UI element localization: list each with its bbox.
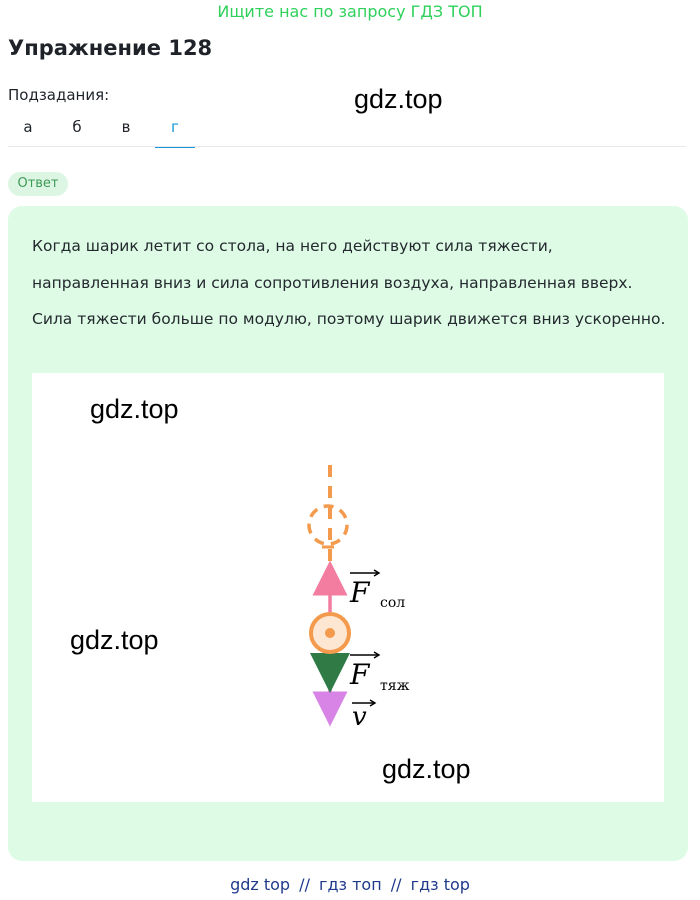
footer-link[interactable]: gdz top (230, 875, 291, 894)
tab-v[interactable]: в (121, 118, 131, 136)
watermark: gdz.top (90, 394, 179, 424)
footer-links (0, 875, 700, 894)
gravity-force-subscript: тяж (380, 678, 410, 694)
force-diagram-svg (32, 373, 664, 802)
tab-a[interactable]: а (23, 118, 33, 136)
footer-link[interactable]: гдз top (410, 875, 470, 894)
watermark: gdz.top (354, 84, 443, 114)
promo-banner: Ищите нас по запросу ГДЗ ТОП (217, 2, 483, 21)
tab-g[interactable]: г (155, 112, 195, 148)
page-title: Упражнение 128 (8, 36, 213, 60)
watermark: gdz.top (70, 625, 159, 655)
resistance-force-symbol: F (350, 576, 370, 609)
ball-center (325, 628, 335, 638)
answer-badge: Ответ (8, 172, 68, 196)
footer-separator: // (299, 875, 310, 894)
footer-separator: // (390, 875, 402, 894)
footer-link[interactable]: гдз топ (319, 875, 382, 894)
force-diagram (32, 373, 664, 802)
watermark: gdz.top (382, 754, 471, 784)
tabs-divider (8, 146, 686, 147)
answer-text: Когда шарик летит со стола, на него действуют сила тяжести, направленная вниз и сила сопротивления воздуха, направленная вверх. Сила тяжести больше по модулю, поэтому шарик движется вниз ускоренно. (32, 237, 666, 328)
tab-b[interactable]: б (72, 118, 82, 136)
subtask-tabs (0, 112, 700, 148)
gravity-force-symbol: F (350, 658, 370, 691)
velocity-symbol: v (352, 702, 367, 732)
subtasks-label: Подзадания: (8, 86, 110, 104)
resistance-force-subscript: сол (380, 595, 406, 611)
